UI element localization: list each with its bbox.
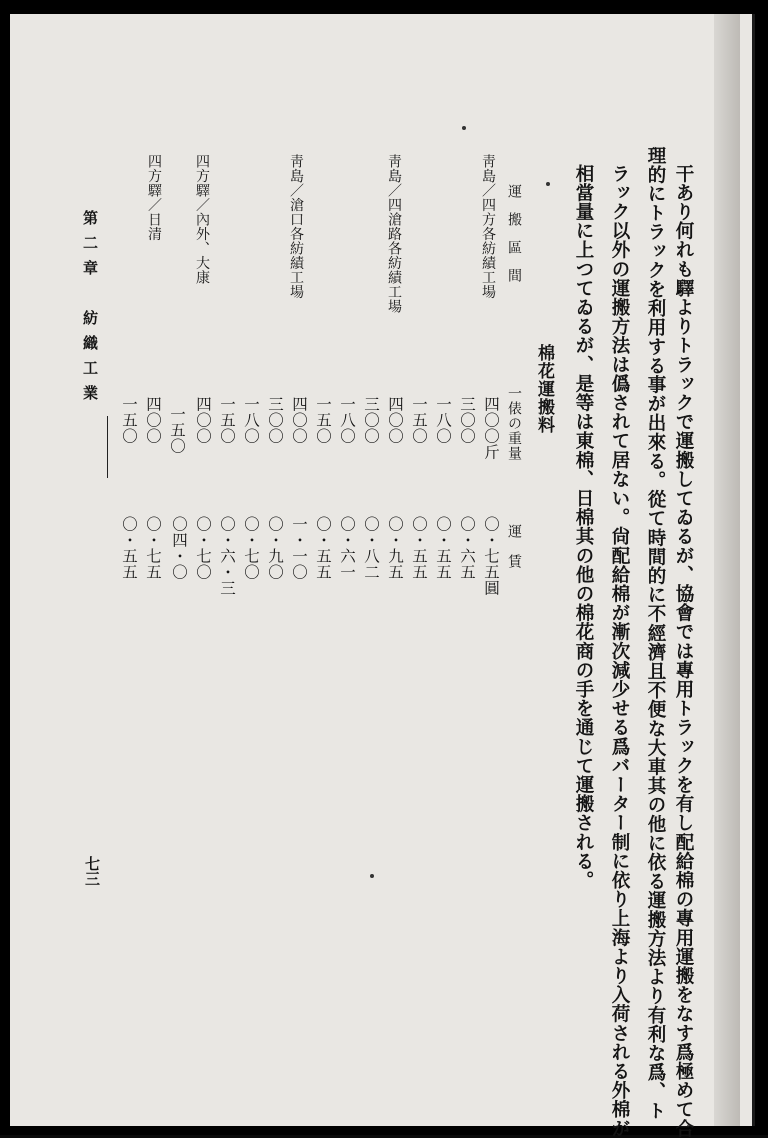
fare-row-16: 〇・五五 xyxy=(120,516,138,580)
weight-row-11: 一八〇 xyxy=(242,396,260,444)
weight-row-14: 一五〇 xyxy=(168,406,186,454)
paragraph-line-2: 理的にトラックを利用する事が出來る。從て時間的に不經濟且不便な大車其の他に依る運搬方法より有利な爲、ト xyxy=(645,146,666,1121)
running-head-rule xyxy=(107,416,108,478)
route-qingdao-sicang: 靑島／四滄路各紡績工場 xyxy=(386,154,402,314)
route-qingdao-sifang: 靑島／四方各紡績工場 xyxy=(480,154,496,299)
paragraph-line-4: 相當量に上つてゐるが、是等は東棉、日棉其の他の棉花商の手を通じて運搬される。 xyxy=(573,164,594,890)
book-page xyxy=(10,14,755,1138)
fare-row-2: 〇・六五 xyxy=(458,516,476,580)
fare-row-10: 〇・九〇 xyxy=(266,516,284,580)
weight-row-1: 四〇〇斤 xyxy=(482,396,500,460)
fare-row-3: 〇・五五 xyxy=(434,516,452,580)
fare-row-8: 〇・五五 xyxy=(314,516,332,580)
weight-row-3: 一八〇 xyxy=(434,396,452,444)
fare-row-7: 〇・六一 xyxy=(338,516,356,580)
route-sifang-riqing: 四方驛／日清 xyxy=(146,154,162,241)
weight-row-5: 四〇〇 xyxy=(386,396,404,444)
weight-row-12: 一五〇 xyxy=(218,396,236,444)
fare-row-13: 〇・七〇 xyxy=(194,516,212,580)
section-title: 棉花運搬料 xyxy=(534,344,554,434)
route-sifang-neiwai: 四方驛／內外、大康 xyxy=(194,154,210,285)
header-weight: 一俵の重量 xyxy=(506,386,522,461)
weight-row-8: 一五〇 xyxy=(314,396,332,444)
paragraph-line-3: ラック以外の運搬方法は僞されて居ない。尙配給棉が漸次減少せる爲バーター制に依り上海より入荷される外棉が xyxy=(609,164,630,1138)
fare-row-14: 〇四・〇 xyxy=(170,516,188,580)
fare-row-9: 一・一〇 xyxy=(290,516,308,580)
weight-row-4: 一五〇 xyxy=(410,396,428,444)
fare-row-11: 〇・七〇 xyxy=(242,516,260,580)
weight-row-10: 三〇〇 xyxy=(266,396,284,444)
paragraph-line-1: 干あり何れも驛よりトラックで運搬してゐるが、協會では專用トラックを有し配給棉の專用運搬をなす爲極めて合 xyxy=(673,164,694,1138)
weight-row-13: 四〇〇 xyxy=(194,396,212,444)
fare-row-12: 〇・六・三 xyxy=(218,516,236,596)
fare-row-5: 〇・九五 xyxy=(386,516,404,580)
weight-row-16: 一五〇 xyxy=(120,396,138,444)
weight-row-7: 一八〇 xyxy=(338,396,356,444)
fare-row-1: 〇・七五圓 xyxy=(482,516,500,596)
route-qingdao-cangkou: 靑島／滄口各紡績工場 xyxy=(288,154,304,299)
header-fare: 運 賃 xyxy=(506,524,522,569)
speck xyxy=(462,126,466,130)
speck xyxy=(370,874,374,878)
weight-row-2: 三〇〇 xyxy=(458,396,476,444)
paper-edge-shadow xyxy=(714,14,740,1126)
fare-row-6: 〇・八二 xyxy=(362,516,380,580)
running-head: 第二章 紡織工業 xyxy=(81,210,99,410)
weight-row-6: 三〇〇 xyxy=(362,396,380,444)
header-route: 運搬區間 xyxy=(506,184,522,296)
fare-row-4: 〇・五五 xyxy=(410,516,428,580)
weight-row-9: 四〇〇 xyxy=(290,396,308,444)
weight-row-15: 四〇〇 xyxy=(144,396,162,444)
speck xyxy=(546,182,550,186)
fare-row-15: 〇・七五 xyxy=(144,516,162,580)
page-number: 七三 xyxy=(83,856,101,886)
